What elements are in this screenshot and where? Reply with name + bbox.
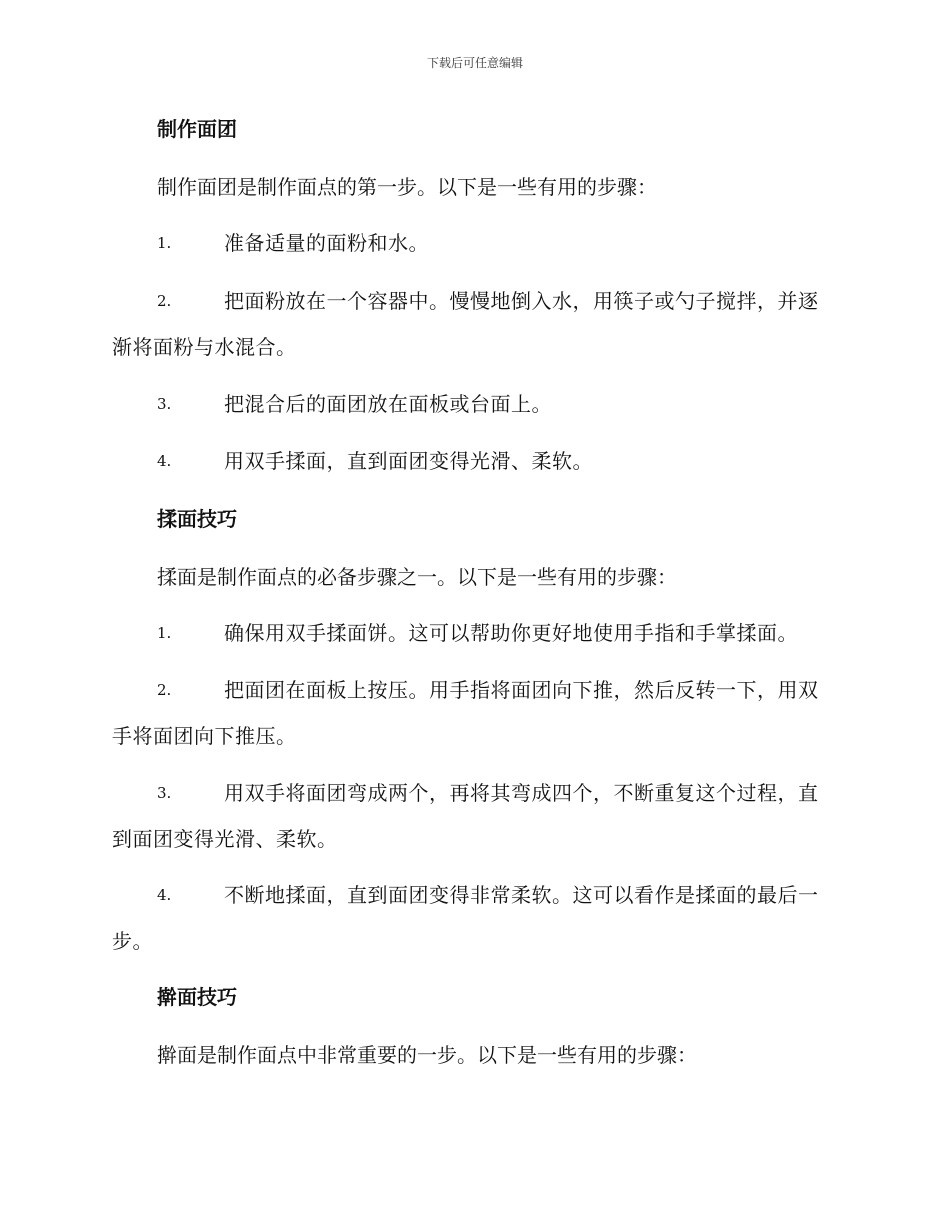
list-item <box>112 610 834 656</box>
list-item-number: 4. <box>157 452 172 470</box>
list-item <box>112 438 834 484</box>
list-item <box>112 278 834 370</box>
list-item-number: 1. <box>157 624 172 642</box>
list-item-number: 3. <box>157 395 172 413</box>
section-intro: 制作面团是制作面点的第一步。以下是一些有用的步骤： <box>157 175 657 199</box>
list-item <box>112 381 834 427</box>
page-header: 下载后可任意编辑 <box>426 56 523 70</box>
list-item <box>112 770 834 862</box>
list-item-text: 不断地揉面，直到面团变得非常柔软。这可以看作是揉面的最后一步。 <box>112 883 819 953</box>
list-item-text: 把面粉放在一个容器中。慢慢地倒入水，用筷子或勺子搅拌，并逐渐将面粉与水混合。 <box>112 289 819 359</box>
list-item-number: 4. <box>157 886 172 904</box>
list-item-text: 把面团在面板上按压。用手指将面团向下推，然后反转一下，用双手将面团向下推压。 <box>112 678 819 748</box>
list-item-number: 2. <box>157 292 172 310</box>
list-item <box>112 667 834 759</box>
list-item-text: 确保用双手揉面饼。这可以帮助你更好地使用手指和手掌揉面。 <box>224 621 798 645</box>
list-item-number: 2. <box>157 681 172 699</box>
section-intro: 擀面是制作面点中非常重要的一步。以下是一些有用的步骤： <box>157 1043 697 1067</box>
section-heading: 揉面技巧 <box>157 507 237 531</box>
list-item-text: 准备适量的面粉和水。 <box>224 231 429 255</box>
list-item-text: 把混合后的面团放在面板或台面上。 <box>224 392 552 416</box>
list-item <box>112 220 834 266</box>
list-item <box>112 872 834 964</box>
list-item-text: 用双手揉面，直到面团变得光滑、柔软。 <box>224 449 593 473</box>
list-item-text: 用双手将面团弯成两个，再将其弯成四个，不断重复这个过程，直到面团变得光滑、柔软。 <box>112 781 819 851</box>
section-intro: 揉面是制作面点的必备步骤之一。以下是一些有用的步骤： <box>157 565 677 589</box>
list-item-number: 1. <box>157 234 172 252</box>
list-item-number: 3. <box>157 784 172 802</box>
section-heading: 制作面团 <box>157 117 237 141</box>
section-heading: 擀面技巧 <box>157 985 237 1009</box>
